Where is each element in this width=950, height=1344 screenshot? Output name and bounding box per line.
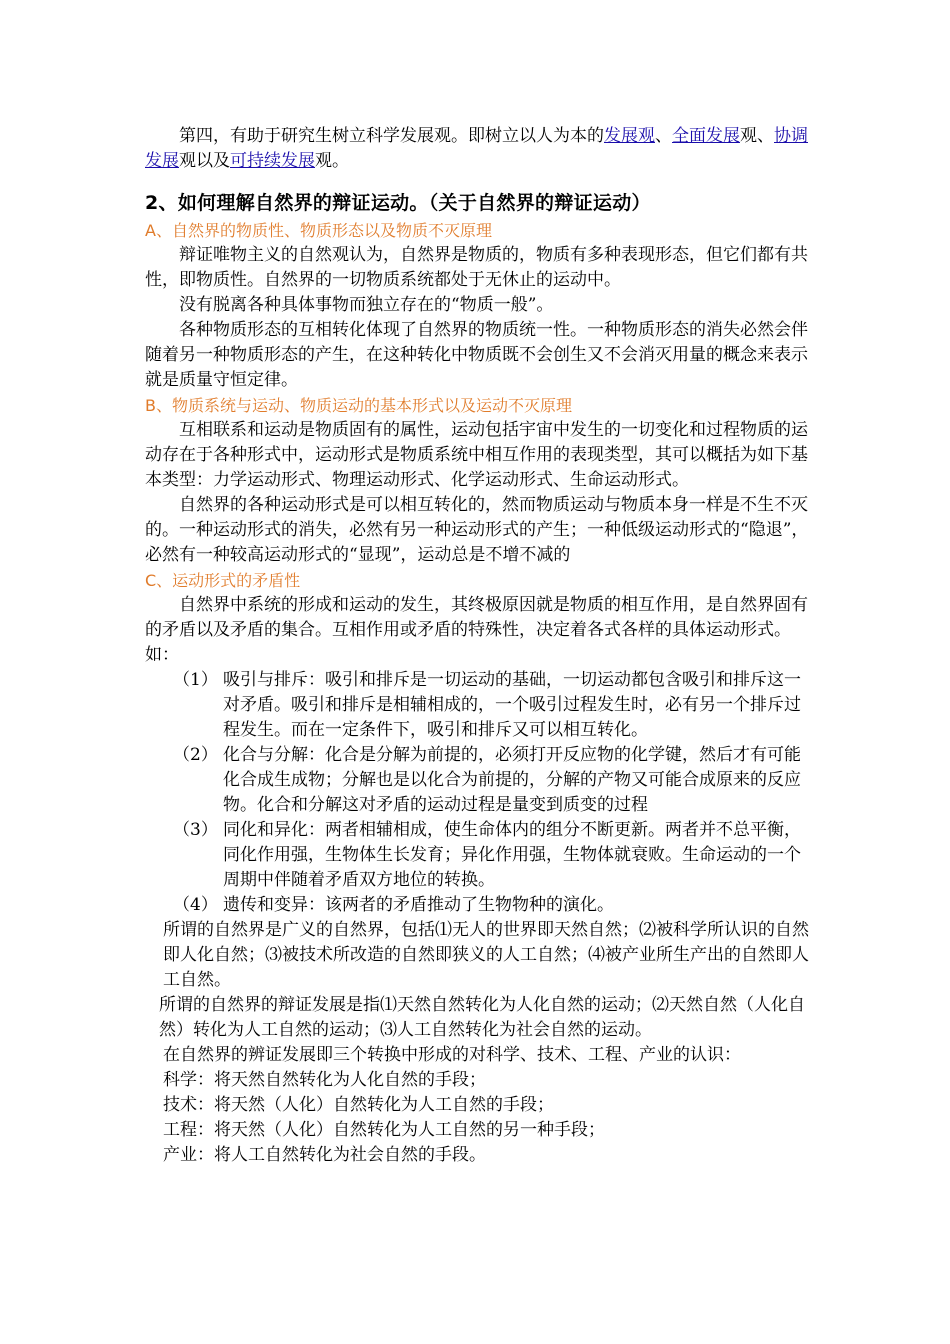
section-heading: 2、如何理解自然界的辩证运动。（关于自然界的辩证运动）: [145, 192, 651, 214]
list-item-text: 遗传和变异：该两者的矛盾推动了生物物种的演化。: [223, 895, 614, 915]
closing-paragraph-2: 所谓的自然界的辩证发展是指⑴天然自然转化为人化自然的运动；⑵天然自然（人化自然）转化为人工自然的运动；⑶人工自然转化为社会自然的运动。: [159, 995, 805, 1040]
closing-paragraph-3: 在自然界的辨证发展即三个转换中形成的对科学、技术、工程、产业的认识：: [163, 1045, 741, 1065]
section-b-title: B、物质系统与运动、物质运动的基本形式以及运动不灭原理: [145, 396, 572, 415]
list-item-number: （2）: [173, 745, 218, 765]
link-comprehensive-development[interactable]: 全面发展: [672, 126, 740, 146]
list-item-text: 化合与分解：化合是分解为前提的，必须打开反应物的化学键，然后才有可能化合成生成物；分解也是以化合为前提的，分解的产物又可能合成原来的反应物。化合和分解这对矛盾的运动过程是量变到质变的过程: [223, 745, 801, 815]
list-item: [145, 893, 810, 918]
section-b-paragraph-2: 自然界的各种运动形式是可以相互转化的，然而物质运动与物质本身一样是不生不灭的。一种运动形式的消失，必然有另一种运动形式的产生；一种低级运动形式的“隐退”，必然有一种较高运动形式的“显现”，运动总是不增不减的: [145, 495, 809, 565]
link-coordinated-development[interactable]: 协调发展: [145, 126, 808, 171]
intro-text: 第四，有助于研究生树立科学发展观。即树立以人为本的: [179, 126, 604, 146]
list-item-number: （3）: [173, 820, 218, 840]
link-development-view[interactable]: 发展观: [604, 126, 655, 146]
list-item: [145, 668, 810, 743]
section-c-paragraph-1: 自然界中系统的形成和运动的发生，其终极原因就是物质的相互作用，是自然界固有的矛盾以及矛盾的集合。互相作用或矛盾的特殊性，决定着各式各样的具体运动形式。如：: [145, 595, 808, 665]
definition-industry: 产业：将人工自然转化为社会自然的手段。: [163, 1145, 486, 1165]
intro-sep: 、: [655, 126, 672, 146]
list-item-text: 吸引与排斥：吸引和排斥是一切运动的基础，一切运动都包含吸引和排斥这一对矛盾。吸引和排斥是相辅相成的，一个吸引过程发生时，必有另一个排斥过程发生。而在一定条件下，吸引和排斥又可以相互转化。: [223, 670, 801, 740]
section-a-title: A、自然界的物质性、物质形态以及物质不灭原理: [145, 221, 492, 240]
section-a-paragraph-1: 辩证唯物主义的自然观认为，自然界是物质的，物质有多种表现形态，但它们都有共性，即物质性。自然界的一切物质系统都处于无休止的运动中。: [145, 245, 808, 290]
list-item-text: 同化和异化：两者相辅相成，使生命体内的组分不断更新。两者并不总平衡，同化作用强，生物体生长发育；异化作用强，生物体就衰败。生命运动的一个周期中伴随着矛盾双方地位的转换。: [223, 820, 801, 890]
definition-technology: 技术：将天然（人化）自然转化为人工自然的手段；: [163, 1095, 554, 1115]
list-item: [145, 818, 810, 893]
section-b-paragraph-1: 互相联系和运动是物质固有的属性，运动包括宇宙中发生的一切变化和过程物质的运动存在于各种形式中，运动形式是物质系统中相互作用的表现类型，其可以概括为如下基本类型：力学运动形式、物理运动形式、化学运动形式、生命运动形式。: [145, 420, 808, 490]
intro-paragraph: [145, 124, 810, 174]
definition-engineering: 工程：将天然（人化）自然转化为人工自然的另一种手段；: [163, 1120, 605, 1140]
intro-text-3: 观以及: [179, 151, 230, 171]
section-a-paragraph-2: 没有脱离各种具体事物而独立存在的“物质一般”。: [179, 295, 554, 315]
intro-text-4: 观。: [315, 151, 349, 171]
link-sustainable-development[interactable]: 可持续发展: [230, 151, 315, 171]
list-item: [145, 743, 810, 818]
closing-paragraph-1: 所谓的自然界是广义的自然界，包括⑴无人的世界即天然自然；⑵被科学所认识的自然即人化自然；⑶被技术所改造的自然即狭义的人工自然；⑷被产业所生产出的自然即人工自然。: [163, 920, 809, 990]
list-item-number: （4）: [173, 895, 218, 915]
intro-text-2: 观、: [740, 126, 774, 146]
section-c-title: C、运动形式的矛盾性: [145, 571, 301, 590]
definition-science: 科学：将天然自然转化为人化自然的手段；: [163, 1070, 486, 1090]
section-a-paragraph-3: 各种物质形态的互相转化体现了自然界的物质统一性。一种物质形态的消失必然会伴随着另一种物质形态的产生，在这种转化中物质既不会创生又不会消灭用量的概念来表示就是质量守恒定律。: [145, 320, 808, 390]
numbered-list: [145, 668, 810, 918]
list-item-number: （1）: [173, 670, 218, 690]
document-body: [145, 124, 810, 1168]
